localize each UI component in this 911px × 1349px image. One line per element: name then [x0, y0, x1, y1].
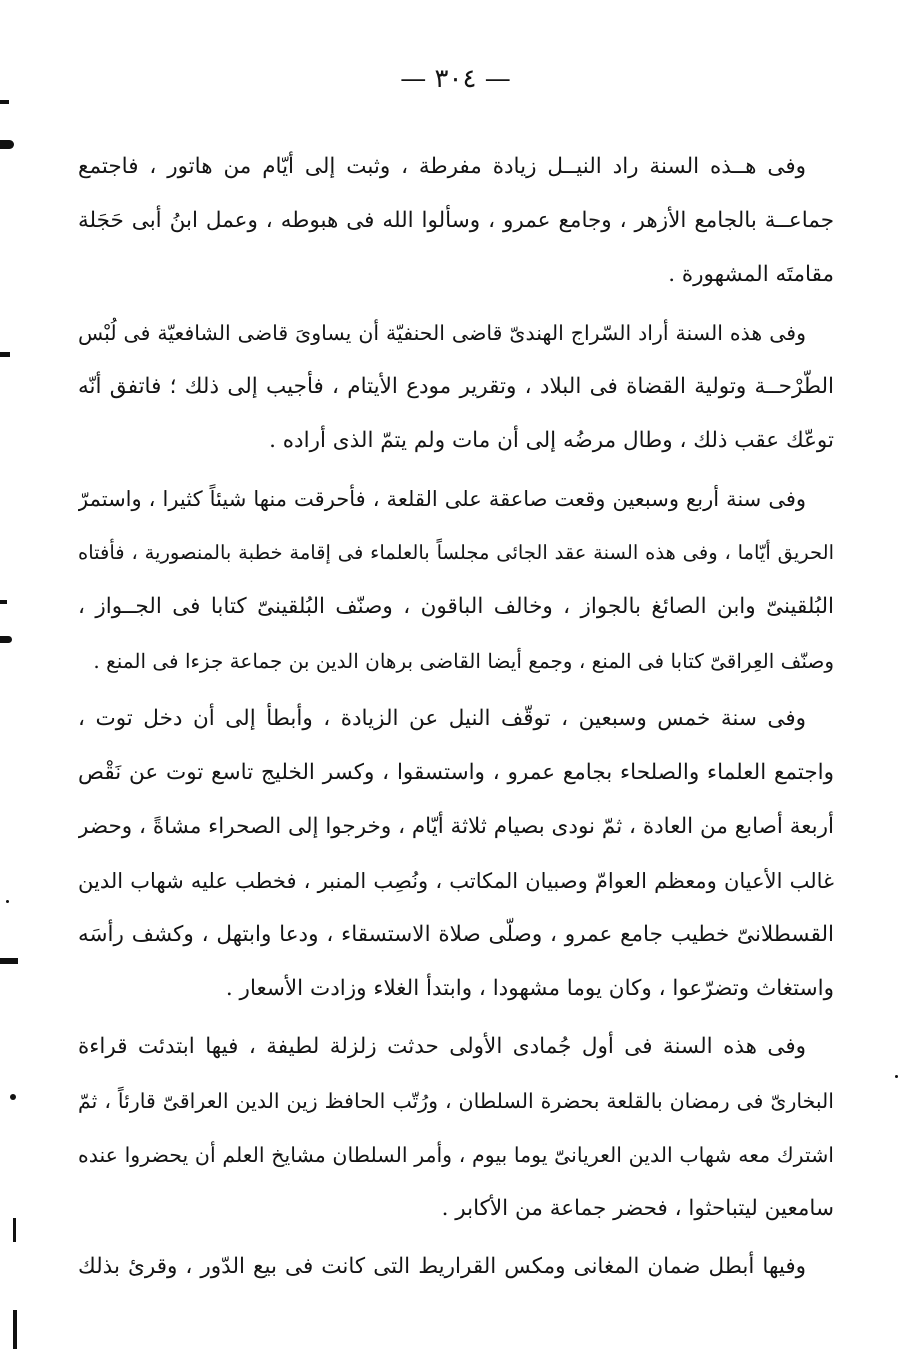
- scan-margin-mark: [0, 352, 10, 357]
- scan-margin-mark: [0, 600, 7, 604]
- text-line: الحريق أيّاما ، وفى هذه السنة عقد الجائى مجلساً بالعلماء فى إقامة خطبة بالمنصورية ، فأفتاه: [78, 541, 834, 564]
- paragraph-nile-flood: [78, 140, 834, 302]
- scan-margin-mark: [0, 636, 12, 643]
- scan-margin-mark: [13, 1218, 16, 1242]
- paragraph-year-775: [78, 692, 834, 1016]
- text-line: واستغاث وتضرّعوا ، وكان يوما مشهودا ، وابتدأ الغلاء وزادت الأسعار .: [225, 976, 834, 1001]
- text-line: وفى سنة خمس وسبعين ، توقّف النيل عن الزيادة ، وأبطأ إلى أن دخل توت ،: [78, 706, 806, 731]
- scan-margin-mark: [13, 1310, 17, 1349]
- paragraph-abolished-taxes: [78, 1240, 834, 1294]
- text-line: سامعين ليتباحثوا ، فحضر جماعة من الأكابر .: [441, 1196, 834, 1221]
- scan-margin-mark: [0, 140, 14, 149]
- text-line: جماعــة بالجامع الأزهر ، وجامع عمرو ، وسألوا الله فى هبوطه ، وعمل ابنُ أبى حَجَلة: [78, 208, 834, 233]
- text-line: الطّرْحــة وتولية القضاة فى البلاد ، وتقرير مودع الأيتام ، فأجيب إلى ذلك ؛ فاتفق أنّه: [78, 374, 834, 399]
- scan-margin-mark: [895, 1075, 898, 1078]
- scan-margin-mark: [10, 1094, 16, 1100]
- text-line: مقامتَه المشهورة .: [668, 262, 834, 287]
- scan-margin-mark: [0, 100, 9, 104]
- text-line: القسطلانىّ خطيب جامع عمرو ، وصلّى صلاة الاستسقاء ، ودعا وابتهل ، وكشف رأسَه: [78, 922, 834, 947]
- text-line: غالب الأعيان ومعظم العوامّ وصبيان المكاتب ، ونُصِب المنبر ، فخطب عليه شهاب الدين: [78, 869, 834, 893]
- text-line: البخارىّ فى رمضان بالقلعة بحضرة السلطان ، ورُتّب الحافظ زين الدين العراقىّ قارئاً ، ثمّ: [78, 1089, 834, 1113]
- text-line: البُلقينىّ وابن الصائغ بالجواز ، وخالف الباقون ، وصنّف البُلقينىّ كتابا فى الجــواز ،: [78, 594, 834, 619]
- text-line: وفى هــذه السنة راد النيــل زيادة مفرطة ، وثبت إلى أيّام من هاتور ، فاجتمع: [78, 154, 806, 179]
- text-line: وفيها أبطل ضمان المغانى ومكس القراريط التى كانت فى بيع الدّور ، وقرئ بذلك: [78, 1254, 806, 1279]
- text-line: اشترك معه شهاب الدين العريانىّ يوما بيوم ، وأمر السلطان مشايخ العلم أن يحضروا عنده: [78, 1143, 834, 1167]
- scan-margin-mark: [0, 958, 18, 964]
- text-line: وفى هذه السنة أراد السّراج الهندىّ قاضى الحنفيّة أن يساوىَ قاضى الشافعيّة فى لُبْس: [78, 321, 806, 345]
- scan-margin-mark: [6, 900, 9, 903]
- text-line: وفى سنة أربع وسبعين وقعت صاعقة على القلعة ، فأحرقت منها شيئاً كثيرا ، واستمرّ: [78, 487, 806, 511]
- body-text: [78, 140, 834, 1294]
- text-line: وفى هذه السنة فى أول جُمادى الأولى حدثت زلزلة لطيفة ، فيها ابتدئت قراءة: [78, 1034, 806, 1059]
- paragraph-earthquake: [78, 1020, 834, 1236]
- page-number: — ٣٠٤ —: [400, 64, 511, 94]
- paragraph-year-774: [78, 472, 834, 688]
- text-line: واجتمع العلماء والصلحاء بجامع عمرو ، واستسقوا ، وكسر الخليج تاسع توت عن نَقْص: [78, 760, 834, 785]
- paragraph-siraj-hindi: [78, 306, 834, 468]
- text-line: وصنّف العِراقىّ كتابا فى المنع ، وجمع أيضا القاضى برهان الدين بن جماعة جزءا فى المنع .: [93, 649, 834, 673]
- text-line: توعّك عقب ذلك ، وطال مرضُه إلى أن مات ولم يتمّ الذى أراده .: [269, 428, 834, 453]
- text-line: أربعة أصابع من العادة ، ثمّ نودى بصيام ثلاثة أيّام ، وخرجوا إلى الصحراء مشاةً ، وحضر: [78, 814, 834, 839]
